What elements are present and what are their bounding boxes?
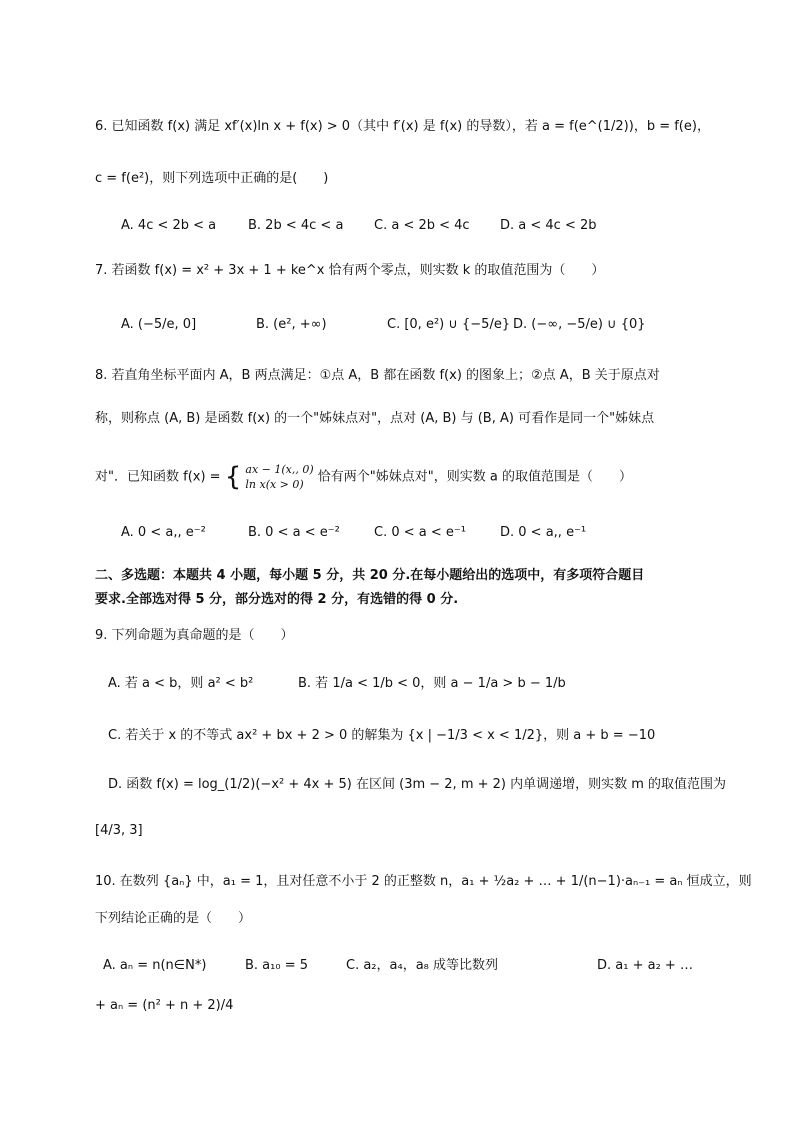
q9-option-b: B. 若 1/a < 1/b < 0，则 a − 1/a > b − 1/b	[298, 676, 566, 691]
q6-option-a: A. 4c < 2b < a	[121, 218, 217, 233]
section-heading-line1: 二、多选题：本题共 4 小题，每小题 5 分，共 20 分.在每小题给出的选项中，有多项符合题目	[95, 568, 645, 583]
q8-option-c: C. 0 < a < e⁻¹	[374, 525, 466, 540]
q10-option-b: B. a₁₀ = 5	[245, 958, 309, 973]
q10-option-d-cont: + aₙ = (n² + n + 2)/4	[95, 998, 234, 1013]
q10-line2: 下列结论正确的是（ ）	[95, 911, 252, 926]
q10-option-d: D. a₁ + a₂ + …	[597, 958, 693, 973]
q8-option-d: D. 0 < a,, e⁻¹	[500, 525, 587, 540]
q6-line2: c = f(e²)，则下列选项中正确的是( )	[95, 171, 329, 186]
q7-option-a: A. (−5/e, 0]	[121, 317, 197, 332]
q7-option-d: D. (−∞, −5/e) ∪ {0}	[513, 317, 646, 332]
q10-line1: 10. 在数列 {aₙ} 中，a₁ = 1，且对任意不小于 2 的正整数 n，a₁ + ½a₂ + … + 1/(n−1)·aₙ₋₁ = aₙ 恒成立，则	[95, 874, 752, 889]
piecewise-brace: {	[224, 462, 242, 492]
q7-option-b: B. (e², +∞)	[256, 317, 327, 332]
q6-option-c: C. a < 2b < 4c	[374, 218, 470, 233]
q6-line1-text: 6. 已知函数 f(x) 满足 xf′(x)ln x + f(x) > 0（其中 f′(x) 是 f(x) 的导数），若 a = f(e^(1/2))，b = f(e)，	[95, 119, 710, 134]
q8-option-b: B. 0 < a < e⁻²	[248, 525, 340, 540]
q8-line3	[95, 462, 632, 492]
q9-option-d: D. 函数 f(x) = log_(1/2)(−x² + 4x + 5) 在区间 (3m − 2, m + 2) 内单调递增，则实数 m 的取值范围为	[108, 777, 727, 792]
q9-option-a: A. 若 a < b，则 a² < b²	[108, 676, 254, 691]
q10-option-a: A. aₙ = n(n∈N*)	[103, 958, 207, 973]
q8-line3-post: 恰有两个"姊妹点对"，则实数 a 的取值范围是（ ）	[317, 469, 632, 485]
q7-line1: 7. 若函数 f(x) = x² + 3x + 1 + ke^x 恰有两个零点，则实数 k 的取值范围为（ ）	[95, 263, 605, 278]
piecewise-cases	[245, 462, 313, 492]
section-heading-line2: 要求.全部选对得 5 分，部分选对的得 2 分，有选错的得 0 分.	[95, 592, 459, 607]
q9-line1: 9. 下列命题为真命题的是（ ）	[95, 628, 294, 643]
q6-option-d: D. a < 4c < 2b	[500, 218, 597, 233]
q8-line2: 称，则称点 (A, B) 是函数 f(x) 的一个"姊妹点对"，点对 (A, B) 与 (B, A) 可看作是同一个"姊妹点	[95, 411, 655, 426]
piecewise-case-1: ax − 1(x,, 0)	[245, 463, 314, 476]
q9-option-c: C. 若关于 x 的不等式 ax² + bx + 2 > 0 的解集为 {x | −1/3 < x < 1/2}，则 a + b = −10	[108, 728, 656, 743]
q6-option-b: B. 2b < 4c < a	[248, 218, 344, 233]
piecewise-case-2: ln x(x > 0)	[245, 478, 304, 491]
q10-option-c: C. a₂，a₄，a₈ 成等比数列	[346, 958, 499, 973]
q6-line1	[95, 118, 710, 136]
q9-option-d-range: [4/3, 3]	[95, 823, 143, 838]
q8-line1: 8. 若直角坐标平面内 A，B 两点满足：①点 A，B 都在函数 f(x) 的图象上；②点 A，B 关于原点对	[95, 368, 660, 383]
q8-option-a: A. 0 < a,, e⁻²	[121, 525, 206, 540]
q8-line3-pre: 对"．已知函数 f(x) =	[95, 469, 221, 485]
q7-option-c: C. [0, e²) ∪ {−5/e}	[387, 317, 511, 332]
